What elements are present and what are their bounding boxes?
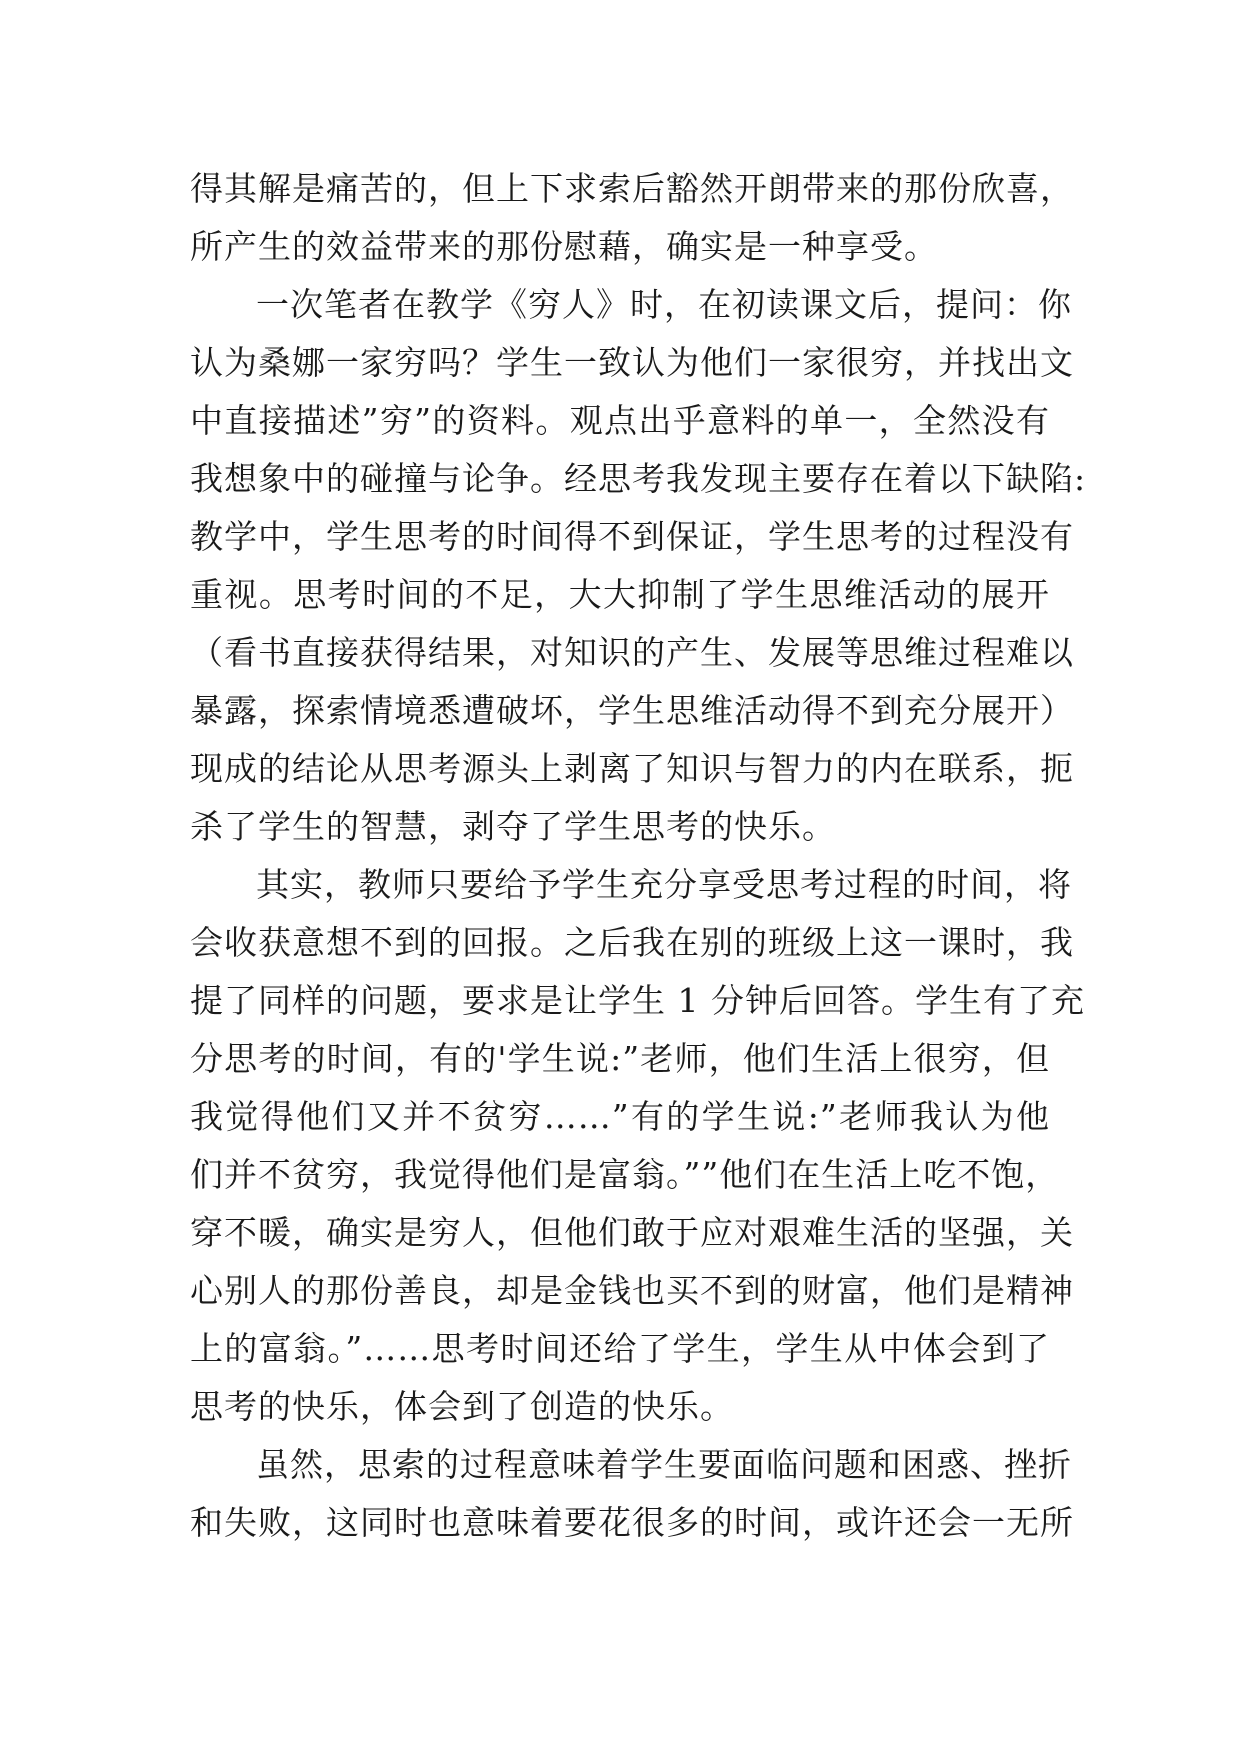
text-line: 现成的结论从思考源头上剥离了知识与智力的内在联系，扼 <box>190 749 1074 788</box>
text-line: 和失败，这同时也意味着要花很多的时间，或许还会一无所 <box>190 1503 1074 1542</box>
text-line: 得其解是痛苦的，但上下求索后豁然开朗带来的那份欣喜， <box>190 169 1074 208</box>
text-line: 中直接描述”穷”的资料。观点出乎意料的单一，全然没有 <box>190 401 1050 440</box>
text-line: 上的富翁。”……思考时间还给了学生，学生从中体会到了 <box>190 1329 1050 1368</box>
text-line: 我想象中的碰撞与论争。经思考我发现主要存在着以下缺陷: <box>190 459 1087 498</box>
text-line: 杀了学生的智慧，剥夺了学生思考的快乐。 <box>190 807 836 846</box>
text-line: 心别人的那份善良，却是金钱也买不到的财富，他们是精神 <box>190 1271 1074 1310</box>
text-line: 穿不暖，确实是穷人，但他们敢于应对艰难生活的坚强，关 <box>190 1213 1074 1252</box>
text-line: 虽然，思索的过程意味着学生要面临问题和困惑、挫折 <box>256 1445 1072 1484</box>
text-line: 一次笔者在教学《穷人》时，在初读课文后，提问：你 <box>256 285 1072 324</box>
text-line: 其实，教师只要给予学生充分享受思考过程的时间，将 <box>256 865 1072 904</box>
text-line: 思考的快乐，体会到了创造的快乐。 <box>190 1387 734 1426</box>
text-line: 教学中，学生思考的时间得不到保证，学生思考的过程没有 <box>190 517 1074 556</box>
text-line: 们并不贫穷，我觉得他们是富翁。””他们在生活上吃不饱， <box>190 1155 1060 1194</box>
text-line: 认为桑娜一家穷吗？学生一致认为他们一家很穷，并找出文 <box>190 343 1074 382</box>
text-line: 所产生的效益带来的那份慰藉，确实是一种享受。 <box>190 227 938 266</box>
text-line: 暴露，探索情境悉遭破坏，学生思维活动得不到充分展开） <box>190 691 1074 730</box>
text-line: 会收获意想不到的回报。之后我在别的班级上这一课时，我 <box>190 923 1074 962</box>
text-line: 我觉得他们又并不贫穷……”有的学生说:”老师我认为他 <box>190 1097 1050 1136</box>
text-line: 重视。思考时间的不足，大大抑制了学生思维活动的展开 <box>190 575 1050 614</box>
text-line: （看书直接获得结果，对知识的产生、发展等思维过程难以 <box>190 633 1074 672</box>
document-body <box>190 160 1087 1552</box>
text-line: 提了同样的问题，要求是让学生 1 分钟后回答。学生有了充 <box>190 981 1085 1020</box>
text-line: 分思考的时间，有的'学生说:”老师，他们生活上很穷，但 <box>190 1039 1050 1078</box>
